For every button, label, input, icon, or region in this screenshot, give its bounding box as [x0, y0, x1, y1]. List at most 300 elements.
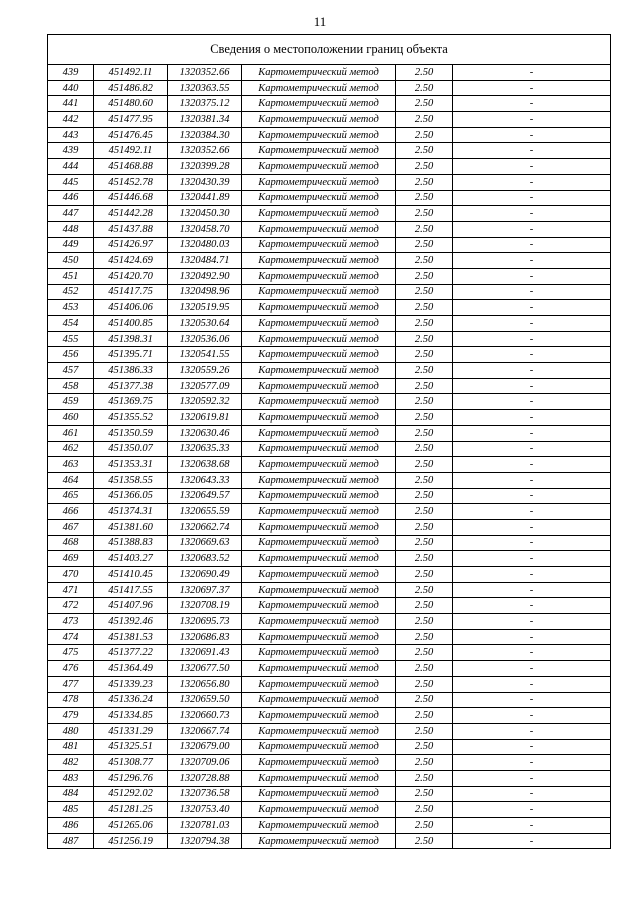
description-cell: - [453, 143, 611, 159]
method-cell: Картометрический метод [242, 504, 396, 520]
point-number-cell: 487 [48, 833, 94, 849]
table-row [48, 770, 611, 786]
x-coordinate-cell: 451296.76 [94, 770, 168, 786]
table-row [48, 708, 611, 724]
table-row [48, 535, 611, 551]
accuracy-cell: 2.50 [396, 519, 453, 535]
x-coordinate-cell: 451381.60 [94, 519, 168, 535]
x-coordinate-cell: 451388.83 [94, 535, 168, 551]
method-cell: Картометрический метод [242, 645, 396, 661]
method-cell: Картометрический метод [242, 284, 396, 300]
method-cell: Картометрический метод [242, 300, 396, 316]
x-coordinate-cell: 451381.53 [94, 629, 168, 645]
method-cell: Картометрический метод [242, 551, 396, 567]
description-cell: - [453, 378, 611, 394]
x-coordinate-cell: 451410.45 [94, 567, 168, 583]
description-cell: - [453, 112, 611, 128]
description-cell: - [453, 551, 611, 567]
accuracy-cell: 2.50 [396, 394, 453, 410]
y-coordinate-cell: 1320709.06 [168, 755, 242, 771]
accuracy-cell: 2.50 [396, 723, 453, 739]
point-number-cell: 448 [48, 221, 94, 237]
method-cell: Картометрический метод [242, 378, 396, 394]
accuracy-cell: 2.50 [396, 253, 453, 269]
table-row [48, 755, 611, 771]
table-row [48, 504, 611, 520]
description-cell: - [453, 237, 611, 253]
boundary-coordinates-table [47, 34, 611, 849]
point-number-cell: 469 [48, 551, 94, 567]
accuracy-cell: 2.50 [396, 535, 453, 551]
description-cell: - [453, 410, 611, 426]
description-cell: - [453, 316, 611, 332]
method-cell: Картометрический метод [242, 143, 396, 159]
method-cell: Картометрический метод [242, 174, 396, 190]
description-cell: - [453, 363, 611, 379]
y-coordinate-cell: 1320638.68 [168, 457, 242, 473]
method-cell: Картометрический метод [242, 519, 396, 535]
table-row [48, 457, 611, 473]
point-number-cell: 439 [48, 143, 94, 159]
y-coordinate-cell: 1320399.28 [168, 159, 242, 175]
table-row [48, 331, 611, 347]
y-coordinate-cell: 1320679.00 [168, 739, 242, 755]
x-coordinate-cell: 451350.07 [94, 441, 168, 457]
table-row [48, 645, 611, 661]
point-number-cell: 455 [48, 331, 94, 347]
table-row [48, 221, 611, 237]
y-coordinate-cell: 1320686.83 [168, 629, 242, 645]
accuracy-cell: 2.50 [396, 661, 453, 677]
point-number-cell: 479 [48, 708, 94, 724]
description-cell: - [453, 519, 611, 535]
method-cell: Картометрический метод [242, 127, 396, 143]
table-body [48, 65, 611, 849]
x-coordinate-cell: 451406.06 [94, 300, 168, 316]
x-coordinate-cell: 451395.71 [94, 347, 168, 363]
accuracy-cell: 2.50 [396, 818, 453, 834]
point-number-cell: 484 [48, 786, 94, 802]
description-cell: - [453, 786, 611, 802]
description-cell: - [453, 221, 611, 237]
table-row [48, 127, 611, 143]
table-row [48, 614, 611, 630]
point-number-cell: 453 [48, 300, 94, 316]
description-cell: - [453, 535, 611, 551]
accuracy-cell: 2.50 [396, 80, 453, 96]
accuracy-cell: 2.50 [396, 143, 453, 159]
table-row [48, 676, 611, 692]
accuracy-cell: 2.50 [396, 221, 453, 237]
method-cell: Картометрический метод [242, 190, 396, 206]
table-row [48, 833, 611, 849]
accuracy-cell: 2.50 [396, 598, 453, 614]
table-row [48, 472, 611, 488]
accuracy-cell: 2.50 [396, 802, 453, 818]
method-cell: Картометрический метод [242, 770, 396, 786]
accuracy-cell: 2.50 [396, 65, 453, 81]
method-cell: Картометрический метод [242, 347, 396, 363]
y-coordinate-cell: 1320697.37 [168, 582, 242, 598]
x-coordinate-cell: 451353.31 [94, 457, 168, 473]
x-coordinate-cell: 451420.70 [94, 268, 168, 284]
accuracy-cell: 2.50 [396, 833, 453, 849]
point-number-cell: 467 [48, 519, 94, 535]
point-number-cell: 462 [48, 441, 94, 457]
description-cell: - [453, 661, 611, 677]
method-cell: Картометрический метод [242, 818, 396, 834]
table-row [48, 723, 611, 739]
y-coordinate-cell: 1320691.43 [168, 645, 242, 661]
method-cell: Картометрический метод [242, 833, 396, 849]
method-cell: Картометрический метод [242, 159, 396, 175]
x-coordinate-cell: 451400.85 [94, 316, 168, 332]
table-row [48, 692, 611, 708]
method-cell: Картометрический метод [242, 457, 396, 473]
description-cell: - [453, 723, 611, 739]
y-coordinate-cell: 1320619.81 [168, 410, 242, 426]
table-row [48, 316, 611, 332]
method-cell: Картометрический метод [242, 394, 396, 410]
accuracy-cell: 2.50 [396, 190, 453, 206]
x-coordinate-cell: 451486.82 [94, 80, 168, 96]
table-row [48, 582, 611, 598]
method-cell: Картометрический метод [242, 80, 396, 96]
point-number-cell: 482 [48, 755, 94, 771]
accuracy-cell: 2.50 [396, 708, 453, 724]
point-number-cell: 477 [48, 676, 94, 692]
y-coordinate-cell: 1320649.57 [168, 488, 242, 504]
point-number-cell: 439 [48, 65, 94, 81]
x-coordinate-cell: 451292.02 [94, 786, 168, 802]
y-coordinate-cell: 1320656.80 [168, 676, 242, 692]
point-number-cell: 475 [48, 645, 94, 661]
x-coordinate-cell: 451265.06 [94, 818, 168, 834]
y-coordinate-cell: 1320519.95 [168, 300, 242, 316]
method-cell: Картометрический метод [242, 206, 396, 222]
y-coordinate-cell: 1320450.30 [168, 206, 242, 222]
table-row [48, 268, 611, 284]
y-coordinate-cell: 1320677.50 [168, 661, 242, 677]
y-coordinate-cell: 1320430.39 [168, 174, 242, 190]
method-cell: Картометрический метод [242, 692, 396, 708]
point-number-cell: 478 [48, 692, 94, 708]
y-coordinate-cell: 1320690.49 [168, 567, 242, 583]
table-row [48, 598, 611, 614]
table-title-row [48, 35, 611, 65]
accuracy-cell: 2.50 [396, 504, 453, 520]
point-number-cell: 471 [48, 582, 94, 598]
table-row [48, 284, 611, 300]
description-cell: - [453, 802, 611, 818]
description-cell: - [453, 80, 611, 96]
y-coordinate-cell: 1320736.58 [168, 786, 242, 802]
description-cell: - [453, 300, 611, 316]
accuracy-cell: 2.50 [396, 629, 453, 645]
accuracy-cell: 2.50 [396, 786, 453, 802]
x-coordinate-cell: 451334.85 [94, 708, 168, 724]
table-row [48, 206, 611, 222]
y-coordinate-cell: 1320375.12 [168, 96, 242, 112]
method-cell: Картометрический метод [242, 268, 396, 284]
point-number-cell: 445 [48, 174, 94, 190]
table-row [48, 378, 611, 394]
description-cell: - [453, 96, 611, 112]
y-coordinate-cell: 1320458.70 [168, 221, 242, 237]
point-number-cell: 454 [48, 316, 94, 332]
y-coordinate-cell: 1320541.55 [168, 347, 242, 363]
point-number-cell: 447 [48, 206, 94, 222]
table-row [48, 551, 611, 567]
accuracy-cell: 2.50 [396, 770, 453, 786]
table-row [48, 237, 611, 253]
description-cell: - [453, 818, 611, 834]
y-coordinate-cell: 1320667.74 [168, 723, 242, 739]
x-coordinate-cell: 451442.28 [94, 206, 168, 222]
description-cell: - [453, 331, 611, 347]
description-cell: - [453, 472, 611, 488]
x-coordinate-cell: 451256.19 [94, 833, 168, 849]
x-coordinate-cell: 451398.31 [94, 331, 168, 347]
point-number-cell: 450 [48, 253, 94, 269]
point-number-cell: 473 [48, 614, 94, 630]
x-coordinate-cell: 451386.33 [94, 363, 168, 379]
x-coordinate-cell: 451339.23 [94, 676, 168, 692]
method-cell: Картометрический метод [242, 488, 396, 504]
point-number-cell: 474 [48, 629, 94, 645]
y-coordinate-cell: 1320352.66 [168, 65, 242, 81]
accuracy-cell: 2.50 [396, 127, 453, 143]
description-cell: - [453, 676, 611, 692]
table-row [48, 441, 611, 457]
x-coordinate-cell: 451424.69 [94, 253, 168, 269]
y-coordinate-cell: 1320498.96 [168, 284, 242, 300]
point-number-cell: 460 [48, 410, 94, 426]
description-cell: - [453, 504, 611, 520]
method-cell: Картометрический метод [242, 441, 396, 457]
y-coordinate-cell: 1320441.89 [168, 190, 242, 206]
accuracy-cell: 2.50 [396, 331, 453, 347]
accuracy-cell: 2.50 [396, 363, 453, 379]
description-cell: - [453, 159, 611, 175]
description-cell: - [453, 190, 611, 206]
accuracy-cell: 2.50 [396, 206, 453, 222]
point-number-cell: 441 [48, 96, 94, 112]
point-number-cell: 449 [48, 237, 94, 253]
point-number-cell: 464 [48, 472, 94, 488]
table-row [48, 802, 611, 818]
y-coordinate-cell: 1320683.52 [168, 551, 242, 567]
table-row [48, 112, 611, 128]
point-number-cell: 442 [48, 112, 94, 128]
y-coordinate-cell: 1320536.06 [168, 331, 242, 347]
table-row [48, 394, 611, 410]
y-coordinate-cell: 1320753.40 [168, 802, 242, 818]
description-cell: - [453, 425, 611, 441]
point-number-cell: 483 [48, 770, 94, 786]
y-coordinate-cell: 1320635.33 [168, 441, 242, 457]
method-cell: Картометрический метод [242, 221, 396, 237]
description-cell: - [453, 629, 611, 645]
accuracy-cell: 2.50 [396, 425, 453, 441]
table-row [48, 519, 611, 535]
method-cell: Картометрический метод [242, 802, 396, 818]
point-number-cell: 451 [48, 268, 94, 284]
x-coordinate-cell: 451477.95 [94, 112, 168, 128]
x-coordinate-cell: 451374.31 [94, 504, 168, 520]
description-cell: - [453, 457, 611, 473]
y-coordinate-cell: 1320794.38 [168, 833, 242, 849]
method-cell: Картометрический метод [242, 253, 396, 269]
method-cell: Картометрический метод [242, 472, 396, 488]
x-coordinate-cell: 451325.51 [94, 739, 168, 755]
point-number-cell: 457 [48, 363, 94, 379]
accuracy-cell: 2.50 [396, 378, 453, 394]
x-coordinate-cell: 451281.25 [94, 802, 168, 818]
accuracy-cell: 2.50 [396, 112, 453, 128]
y-coordinate-cell: 1320480.03 [168, 237, 242, 253]
method-cell: Картометрический метод [242, 96, 396, 112]
accuracy-cell: 2.50 [396, 268, 453, 284]
method-cell: Картометрический метод [242, 614, 396, 630]
point-number-cell: 444 [48, 159, 94, 175]
table-row [48, 488, 611, 504]
accuracy-cell: 2.50 [396, 551, 453, 567]
method-cell: Картометрический метод [242, 582, 396, 598]
point-number-cell: 481 [48, 739, 94, 755]
point-number-cell: 463 [48, 457, 94, 473]
accuracy-cell: 2.50 [396, 347, 453, 363]
y-coordinate-cell: 1320363.55 [168, 80, 242, 96]
y-coordinate-cell: 1320559.26 [168, 363, 242, 379]
method-cell: Картометрический метод [242, 331, 396, 347]
x-coordinate-cell: 451336.24 [94, 692, 168, 708]
description-cell: - [453, 206, 611, 222]
description-cell: - [453, 394, 611, 410]
table-row [48, 143, 611, 159]
table-row [48, 410, 611, 426]
accuracy-cell: 2.50 [396, 284, 453, 300]
description-cell: - [453, 770, 611, 786]
y-coordinate-cell: 1320655.59 [168, 504, 242, 520]
description-cell: - [453, 739, 611, 755]
accuracy-cell: 2.50 [396, 567, 453, 583]
point-number-cell: 440 [48, 80, 94, 96]
table-row [48, 300, 611, 316]
table-title: Сведения о местоположении границ объекта [48, 35, 611, 65]
accuracy-cell: 2.50 [396, 676, 453, 692]
point-number-cell: 486 [48, 818, 94, 834]
x-coordinate-cell: 451417.55 [94, 582, 168, 598]
x-coordinate-cell: 451358.55 [94, 472, 168, 488]
description-cell: - [453, 441, 611, 457]
x-coordinate-cell: 451417.75 [94, 284, 168, 300]
x-coordinate-cell: 451355.52 [94, 410, 168, 426]
accuracy-cell: 2.50 [396, 410, 453, 426]
description-cell: - [453, 253, 611, 269]
y-coordinate-cell: 1320728.88 [168, 770, 242, 786]
point-number-cell: 452 [48, 284, 94, 300]
y-coordinate-cell: 1320781.03 [168, 818, 242, 834]
method-cell: Картометрический метод [242, 676, 396, 692]
method-cell: Картометрический метод [242, 755, 396, 771]
point-number-cell: 480 [48, 723, 94, 739]
table-row [48, 786, 611, 802]
point-number-cell: 468 [48, 535, 94, 551]
method-cell: Картометрический метод [242, 316, 396, 332]
method-cell: Картометрический метод [242, 410, 396, 426]
x-coordinate-cell: 451492.11 [94, 143, 168, 159]
table-row [48, 629, 611, 645]
y-coordinate-cell: 1320530.64 [168, 316, 242, 332]
table-row [48, 159, 611, 175]
method-cell: Картометрический метод [242, 535, 396, 551]
table-row [48, 253, 611, 269]
method-cell: Картометрический метод [242, 598, 396, 614]
x-coordinate-cell: 451480.60 [94, 96, 168, 112]
description-cell: - [453, 567, 611, 583]
x-coordinate-cell: 451369.75 [94, 394, 168, 410]
x-coordinate-cell: 451350.59 [94, 425, 168, 441]
accuracy-cell: 2.50 [396, 582, 453, 598]
x-coordinate-cell: 451331.29 [94, 723, 168, 739]
table-row [48, 661, 611, 677]
description-cell: - [453, 268, 611, 284]
x-coordinate-cell: 451468.88 [94, 159, 168, 175]
method-cell: Картометрический метод [242, 112, 396, 128]
table-row [48, 739, 611, 755]
description-cell: - [453, 614, 611, 630]
method-cell: Картометрический метод [242, 708, 396, 724]
point-number-cell: 485 [48, 802, 94, 818]
y-coordinate-cell: 1320708.19 [168, 598, 242, 614]
y-coordinate-cell: 1320577.09 [168, 378, 242, 394]
accuracy-cell: 2.50 [396, 692, 453, 708]
table-row [48, 65, 611, 81]
x-coordinate-cell: 451452.78 [94, 174, 168, 190]
x-coordinate-cell: 451364.49 [94, 661, 168, 677]
x-coordinate-cell: 451446.68 [94, 190, 168, 206]
table-row [48, 96, 611, 112]
accuracy-cell: 2.50 [396, 755, 453, 771]
description-cell: - [453, 755, 611, 771]
x-coordinate-cell: 451492.11 [94, 65, 168, 81]
y-coordinate-cell: 1320352.66 [168, 143, 242, 159]
point-number-cell: 465 [48, 488, 94, 504]
description-cell: - [453, 645, 611, 661]
description-cell: - [453, 347, 611, 363]
point-number-cell: 443 [48, 127, 94, 143]
y-coordinate-cell: 1320484.71 [168, 253, 242, 269]
table-row [48, 80, 611, 96]
y-coordinate-cell: 1320381.34 [168, 112, 242, 128]
x-coordinate-cell: 451407.96 [94, 598, 168, 614]
method-cell: Картометрический метод [242, 629, 396, 645]
accuracy-cell: 2.50 [396, 614, 453, 630]
description-cell: - [453, 127, 611, 143]
accuracy-cell: 2.50 [396, 441, 453, 457]
method-cell: Картометрический метод [242, 65, 396, 81]
y-coordinate-cell: 1320630.46 [168, 425, 242, 441]
x-coordinate-cell: 451426.97 [94, 237, 168, 253]
point-number-cell: 466 [48, 504, 94, 520]
accuracy-cell: 2.50 [396, 645, 453, 661]
method-cell: Картометрический метод [242, 567, 396, 583]
accuracy-cell: 2.50 [396, 316, 453, 332]
method-cell: Картометрический метод [242, 237, 396, 253]
table-row [48, 174, 611, 190]
y-coordinate-cell: 1320643.33 [168, 472, 242, 488]
